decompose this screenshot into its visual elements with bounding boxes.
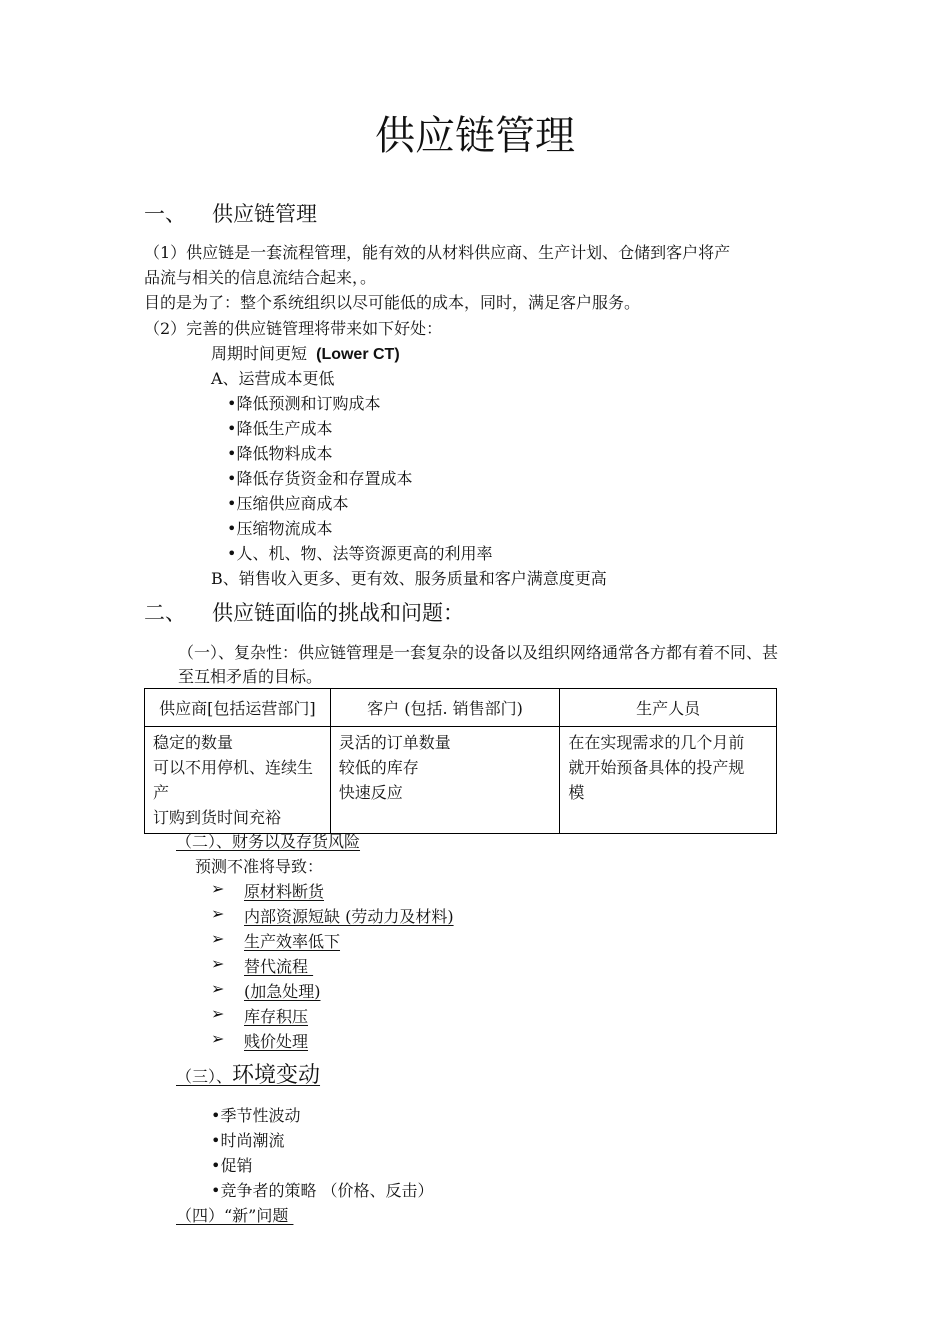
challenge1-line1: （一）、复杂性：供应链管理是一套复杂的设备以及组织网络通常各方都有着不同、甚 <box>178 643 779 662</box>
list-item: •促销 <box>211 1156 253 1175</box>
table-header-cell: 供应商[包括运营部门] <box>145 689 331 727</box>
cell-line: 灵活的订单数量 <box>338 733 451 752</box>
section1-p2: （2）完善的供应链管理将带来如下好处： <box>144 319 443 338</box>
arrow-bullet-icon: ➢ <box>211 1004 225 1023</box>
section1-heading: 供应链管理 <box>212 202 317 226</box>
list-item: •降低物料成本 <box>227 444 333 463</box>
challenge3-prefix: （三）、 <box>176 1067 233 1086</box>
cell-line: 产 <box>153 783 170 802</box>
cell-line: 可以不用停机、连续生 <box>153 758 314 777</box>
section1-p1-line1: （1）供应链是一套流程管理，能有效的从材料供应商、生产计划、仓储到客户将产 <box>144 243 731 262</box>
table-cell-customer <box>330 727 560 834</box>
risk-item: 原材料断货 <box>244 882 325 901</box>
list-item: •时尚潮流 <box>211 1131 285 1150</box>
list-item: •压缩物流成本 <box>227 519 333 538</box>
section2-number: 二、 <box>144 601 186 625</box>
challenge2-heading: （二）、财务以及存货风险 <box>176 832 361 851</box>
list-item: •人、机、物、法等资源更高的利用率 <box>227 544 493 563</box>
arrow-bullet-icon: ➢ <box>211 879 225 898</box>
challenge4-heading: （四）“新”问题 <box>176 1206 294 1225</box>
section1-number: 一、 <box>144 202 186 226</box>
list-item: •竞争者的策略 （价格、反击） <box>211 1181 434 1200</box>
cell-line: 较低的库存 <box>338 758 419 777</box>
list-item: •降低存货资金和存置成本 <box>227 469 413 488</box>
section1-p1-line3: 目的是为了：整个系统组织以尽可能低的成本，同时，满足客户服务。 <box>144 293 641 312</box>
challenge3-title: 环境变动 <box>232 1063 321 1088</box>
table-row <box>145 727 777 834</box>
arrow-bullet-icon: ➢ <box>211 979 225 998</box>
risk-item: 库存积压 <box>244 1007 309 1026</box>
risk-item: 贱价处理 <box>244 1032 309 1051</box>
arrow-bullet-icon: ➢ <box>211 954 225 973</box>
benefit-main-text: 周期时间更短 <box>211 344 308 363</box>
benefit-b-label: B、销售收入更多、更有效、服务质量和客户满意度更高 <box>211 569 607 588</box>
arrow-bullet-icon: ➢ <box>211 904 225 923</box>
benefit-main-en: (Lower CT) <box>316 346 400 363</box>
stakeholder-table <box>144 688 777 834</box>
cell-line: 模 <box>568 783 585 802</box>
list-item: •降低预测和订购成本 <box>227 394 381 413</box>
document-title: 供应链管理 <box>375 113 575 159</box>
arrow-bullet-icon: ➢ <box>211 929 225 948</box>
section2-heading: 供应链面临的挑战和问题： <box>212 601 464 625</box>
benefit-main <box>211 341 400 364</box>
table-header-row <box>145 689 777 727</box>
challenge3-heading <box>176 1058 320 1089</box>
benefit-a-label: A、运营成本更低 <box>211 369 335 388</box>
list-item: •降低生产成本 <box>227 419 333 438</box>
arrow-bullet-icon: ➢ <box>211 1029 225 1048</box>
risk-item: 内部资源短缺 (劳动力及材料) <box>244 907 454 926</box>
risk-item: 生产效率低下 <box>244 932 341 951</box>
table-cell-supplier <box>145 727 331 834</box>
cell-line: 就开始预备具体的投产规 <box>568 758 745 777</box>
list-item: •压缩供应商成本 <box>227 494 349 513</box>
risk-item: (加急处理) <box>244 982 321 1001</box>
section1-p1-line2: 品流与相关的信息流结合起来，。 <box>144 268 377 287</box>
table-header-cell: 客户 (包括. 销售部门) <box>330 689 560 727</box>
cell-line: 稳定的数量 <box>153 733 234 752</box>
table-cell-production <box>560 727 777 834</box>
cell-line: 在在实现需求的几个月前 <box>568 733 745 752</box>
list-item: •季节性波动 <box>211 1106 301 1125</box>
risk-item: 替代流程 <box>244 957 314 976</box>
cell-line: 快速反应 <box>338 783 403 802</box>
cell-line: 订购到货时间充裕 <box>153 808 282 827</box>
table-header-cell: 生产人员 <box>560 689 777 727</box>
challenge2-intro: 预测不准将导致： <box>195 857 324 876</box>
challenge1-line2: 至互相矛盾的目标。 <box>178 667 323 686</box>
